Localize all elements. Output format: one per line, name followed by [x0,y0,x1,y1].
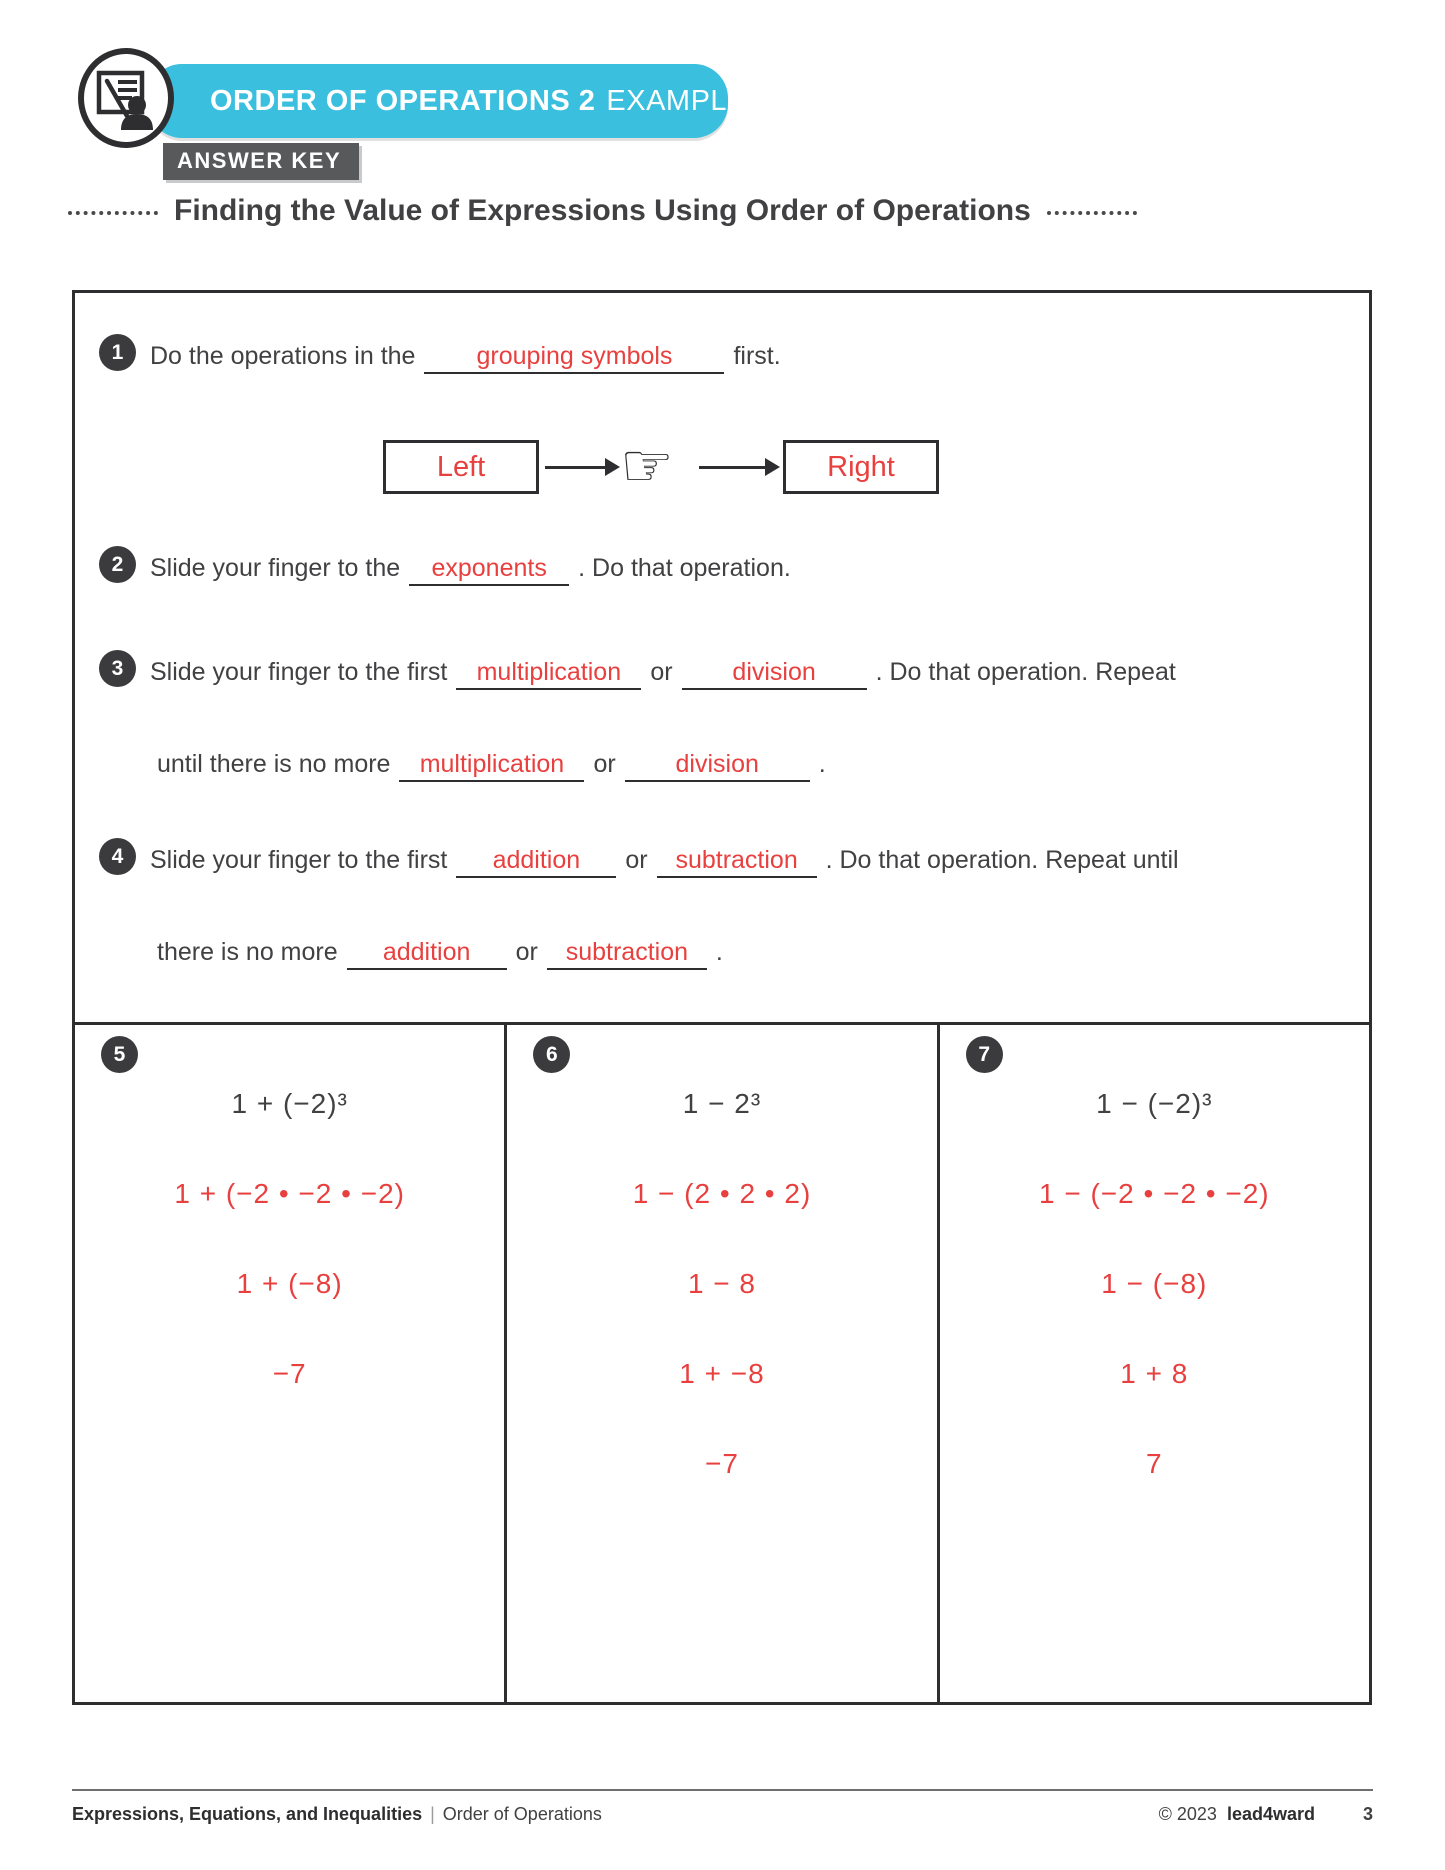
step-4b-answer-blank-2: subtraction [547,937,707,970]
step-1 [99,337,1341,375]
step-4b-mid: or [515,938,538,966]
page-number: 3 [1362,1804,1373,1824]
answer-key-badge: ANSWER KEY [163,143,359,180]
step-3-continued [157,745,1341,783]
footer [72,1804,1373,1825]
step-1-number-badge: 1 [99,334,136,371]
example-6-work-line: 1 − 8 [687,1268,757,1299]
step-3-pre: Slide your finger to the first [150,658,448,686]
step-3b-post: . [818,750,826,778]
footer-divider [72,1789,1373,1791]
step-4-number-badge: 4 [99,838,136,875]
footer-unit-title: Expressions, Equations, and Inequalities [72,1804,423,1824]
example-5-expression: 1 + (−2)³ [231,1088,348,1119]
step-3b-mid: or [593,750,616,778]
step-4-post: . Do that operation. Repeat until [825,846,1179,874]
dotted-rule-left [68,211,158,215]
example-6-number-badge: 6 [533,1036,570,1073]
dotted-rule-right [1047,211,1137,215]
step-3b-answer-blank-1: multiplication [399,749,584,782]
example-6-work-line: 1 + −8 [679,1358,765,1389]
step-3-mid: or [650,658,673,686]
footer-breadcrumb [72,1804,610,1825]
step-4b-pre: there is no more [157,938,338,966]
example-7-work-line: 1 − (−8) [1101,1268,1208,1299]
example-7-work-line: 1 + 8 [1120,1358,1189,1389]
example-7-number-badge: 7 [966,1036,1003,1073]
step-3-answer-blank-1: multiplication [456,657,641,690]
step-2-text [150,549,791,587]
step-3b-answer-blank-2: division [625,749,810,782]
footer-topic: Order of Operations [442,1804,602,1824]
right-box: Right [783,440,939,494]
step-3-continued-text [157,745,1341,783]
step-2 [99,549,1341,587]
step-4-mid: or [625,846,648,874]
example-5-column [75,1025,504,1702]
footer-copyright [1159,1804,1373,1825]
step-3-text [150,653,1176,691]
step-4-continued-text [157,933,1341,971]
banner-title [210,85,767,118]
example-6-answer: −7 [705,1448,739,1479]
title-banner [148,64,767,138]
step-1-answer-blank: grouping symbols [424,341,724,374]
worksheet-main-box [72,290,1372,1705]
example-5-work-line: 1 + (−8) [236,1268,343,1299]
step-4-answer-blank-2: subtraction [657,845,817,878]
step-4-answer-blank-1: addition [456,845,616,878]
page-title-row [68,194,1137,228]
step-2-post: . Do that operation. [578,554,791,582]
step-2-pre: Slide your finger to the [150,554,401,582]
example-7-answer: 7 [1146,1448,1163,1479]
right-arrow-icon [699,466,767,469]
left-right-diagram [75,432,1369,499]
page-title: Finding the Value of Expressions Using Order of Operations [174,194,1031,227]
example-6-column [504,1025,936,1702]
step-2-answer-blank: exponents [409,553,569,586]
step-4 [99,841,1341,879]
step-4-text [150,841,1179,879]
step-4b-post: . [715,938,723,966]
example-5-work-line: 1 + (−2 • −2 • −2) [174,1178,405,1209]
teacher-presentation-icon-svg [94,66,158,130]
step-3 [99,653,1341,691]
step-3-number-badge: 3 [99,650,136,687]
footer-separator: | [430,1804,435,1824]
banner-title-light: EXAMPLES [606,84,767,117]
example-7-expression: 1 − (−2)³ [1096,1088,1213,1119]
step-1-pre: Do the operations in the [150,342,416,370]
step-3-answer-blank-2: division [682,657,867,690]
copyright-year: © 2023 [1158,1804,1217,1824]
step-3b-pre: until there is no more [157,750,391,778]
right-arrow-icon [545,466,607,469]
step-3-post: . Do that operation. Repeat [875,658,1176,686]
example-6-expression: 1 − 2³ [682,1088,762,1119]
step-4-continued [157,933,1341,971]
example-5-number-badge: 5 [101,1036,138,1073]
step-4b-answer-blank-1: addition [347,937,507,970]
examples-section [75,1022,1369,1702]
step-2-number-badge: 2 [99,546,136,583]
example-7-work-line: 1 − (−2 • −2 • −2) [1039,1178,1270,1209]
brand-name: lead4ward [1226,1804,1315,1824]
banner-title-bold: ORDER OF OPERATIONS 2 [210,84,596,117]
step-1-post: first. [733,342,781,370]
left-box: Left [383,440,539,494]
example-6-work-line: 1 − (2 • 2 • 2) [632,1178,812,1209]
example-7-column [937,1025,1369,1702]
step-1-text [150,337,781,375]
example-5-answer: −7 [272,1358,307,1389]
teacher-presentation-icon [78,48,174,148]
step-4-pre: Slide your finger to the first [150,846,448,874]
pointing-hand-icon: ☞ [620,432,674,499]
